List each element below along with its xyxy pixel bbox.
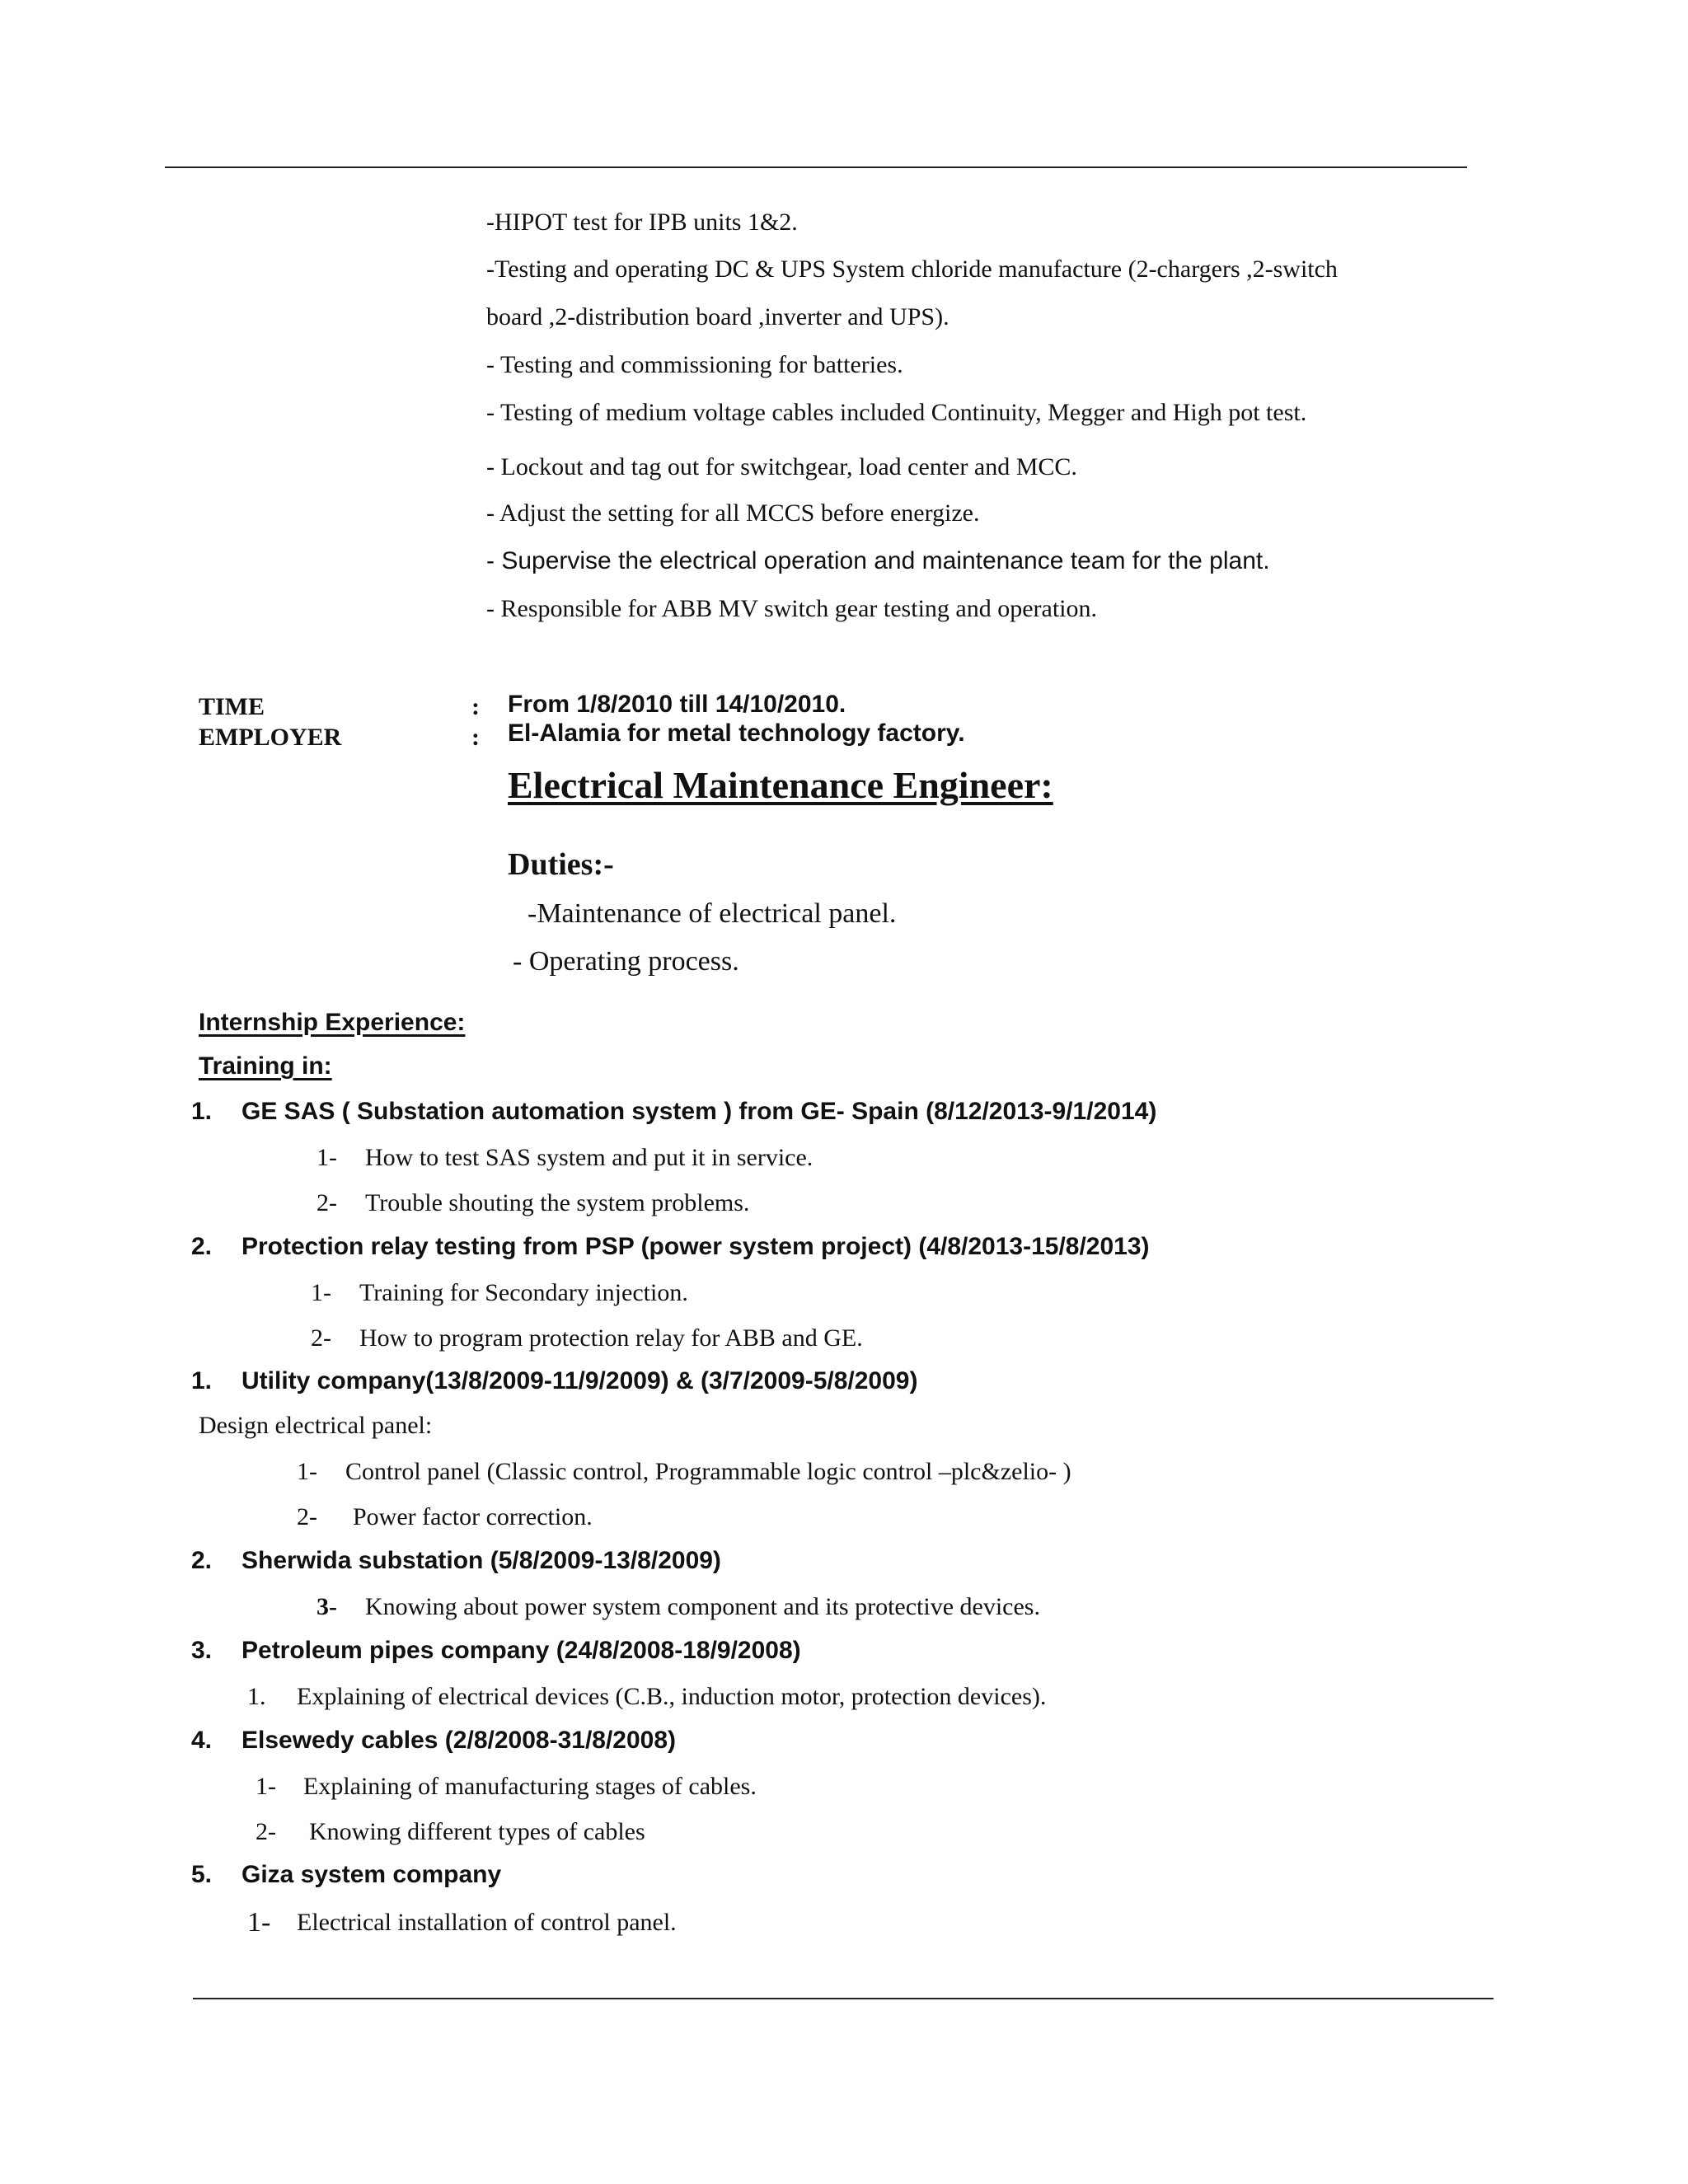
entry-intro: Design electrical panel: <box>199 1412 433 1439</box>
item-number: 1. <box>247 1683 266 1710</box>
duty-line: - Responsible for ABB MV switch gear testing and operation. <box>486 595 1098 622</box>
item-text: How to test SAS system and put it in service. <box>365 1144 814 1171</box>
time-label: TIME <box>199 693 265 720</box>
item-text: Knowing about power system component and its protective devices. <box>365 1593 1040 1620</box>
entry-number: 4. <box>191 1727 213 1754</box>
entry-title: Elsewedy cables (2/8/2008-31/8/2008) <box>241 1727 677 1754</box>
duty-line: - Adjust the setting for all MCCS before energize. <box>486 499 980 527</box>
employer-value: El-Alamia for metal technology factory. <box>508 719 965 747</box>
duty-line: - Testing and commissioning for batteries. <box>486 351 903 378</box>
item-number: 1- <box>256 1773 276 1800</box>
entry-title: Giza system company <box>241 1861 502 1888</box>
entry-number: 1. <box>191 1098 213 1125</box>
entry-number: 2. <box>191 1233 213 1260</box>
item-number: 3- <box>316 1593 337 1620</box>
duties-heading: Duties:- <box>508 847 614 882</box>
item-number: 1- <box>297 1458 317 1485</box>
internship-heading: Internship Experience: <box>199 1009 466 1036</box>
entry-title: Utility company(13/8/2009-11/9/2009) & (3/7/2009-5/8/2009) <box>241 1367 918 1394</box>
employer-label: EMPLOYER <box>199 724 342 751</box>
entry-title: Protection relay testing from PSP (power system project) (4/8/2013-15/8/2013) <box>241 1233 1150 1260</box>
item-number: 1- <box>247 1907 271 1938</box>
item-text: Electrical installation of control panel. <box>297 1909 677 1936</box>
employer-colon: : <box>471 724 480 751</box>
time-value: From 1/8/2010 till 14/10/2010. <box>508 691 846 718</box>
job-duty: - Operating process. <box>513 946 739 977</box>
item-number: 2- <box>256 1818 276 1845</box>
top-rule <box>165 166 1467 168</box>
entry-number: 2. <box>191 1547 213 1574</box>
bottom-rule <box>193 1998 1493 1999</box>
duty-line: -HIPOT test for IPB units 1&2. <box>486 209 798 236</box>
entry-title: Petroleum pipes company (24/8/2008-18/9/2008) <box>241 1637 801 1664</box>
item-text: Training for Secondary injection. <box>359 1279 688 1306</box>
time-colon: : <box>471 693 480 720</box>
duty-line: board ,2-distribution board ,inverter and UPS). <box>486 303 950 330</box>
job-duty: -Maintenance of electrical panel. <box>528 898 897 929</box>
entry-title: GE SAS ( Substation automation system ) from GE- Spain (8/12/2013-9/1/2014) <box>241 1098 1157 1125</box>
item-number: 1- <box>316 1144 337 1171</box>
item-number: 2- <box>297 1503 317 1530</box>
entry-number: 1. <box>191 1367 213 1394</box>
duty-line: -Testing and operating DC & UPS System chloride manufacture (2-chargers ,2-switch <box>486 255 1338 283</box>
item-number: 2- <box>316 1189 337 1216</box>
item-number: 1- <box>311 1279 331 1306</box>
training-heading: Training in: <box>199 1052 332 1080</box>
entry-title: Sherwida substation (5/8/2009-13/8/2009) <box>241 1547 721 1574</box>
entry-number: 5. <box>191 1861 213 1888</box>
entry-number: 3. <box>191 1637 213 1664</box>
item-number: 2- <box>311 1324 331 1352</box>
item-text: Knowing different types of cables <box>309 1818 645 1845</box>
duty-line: - Supervise the electrical operation and maintenance team for the plant. <box>486 547 1270 574</box>
item-text: Explaining of electrical devices (C.B., induction motor, protection devices). <box>297 1683 1047 1710</box>
item-text: Explaining of manufacturing stages of cables. <box>303 1773 757 1800</box>
item-text: Power factor correction. <box>353 1503 593 1530</box>
item-text: How to program protection relay for ABB and GE. <box>359 1324 863 1352</box>
job-title: Electrical Maintenance Engineer: <box>508 764 1053 806</box>
item-text: Control panel (Classic control, Programmable logic control –plc&zelio- ) <box>345 1458 1071 1485</box>
duty-line: - Testing of medium voltage cables included Continuity, Megger and High pot test. <box>486 399 1307 426</box>
item-text: Trouble shouting the system problems. <box>365 1189 750 1216</box>
duty-line: - Lockout and tag out for switchgear, load center and MCC. <box>486 453 1077 480</box>
